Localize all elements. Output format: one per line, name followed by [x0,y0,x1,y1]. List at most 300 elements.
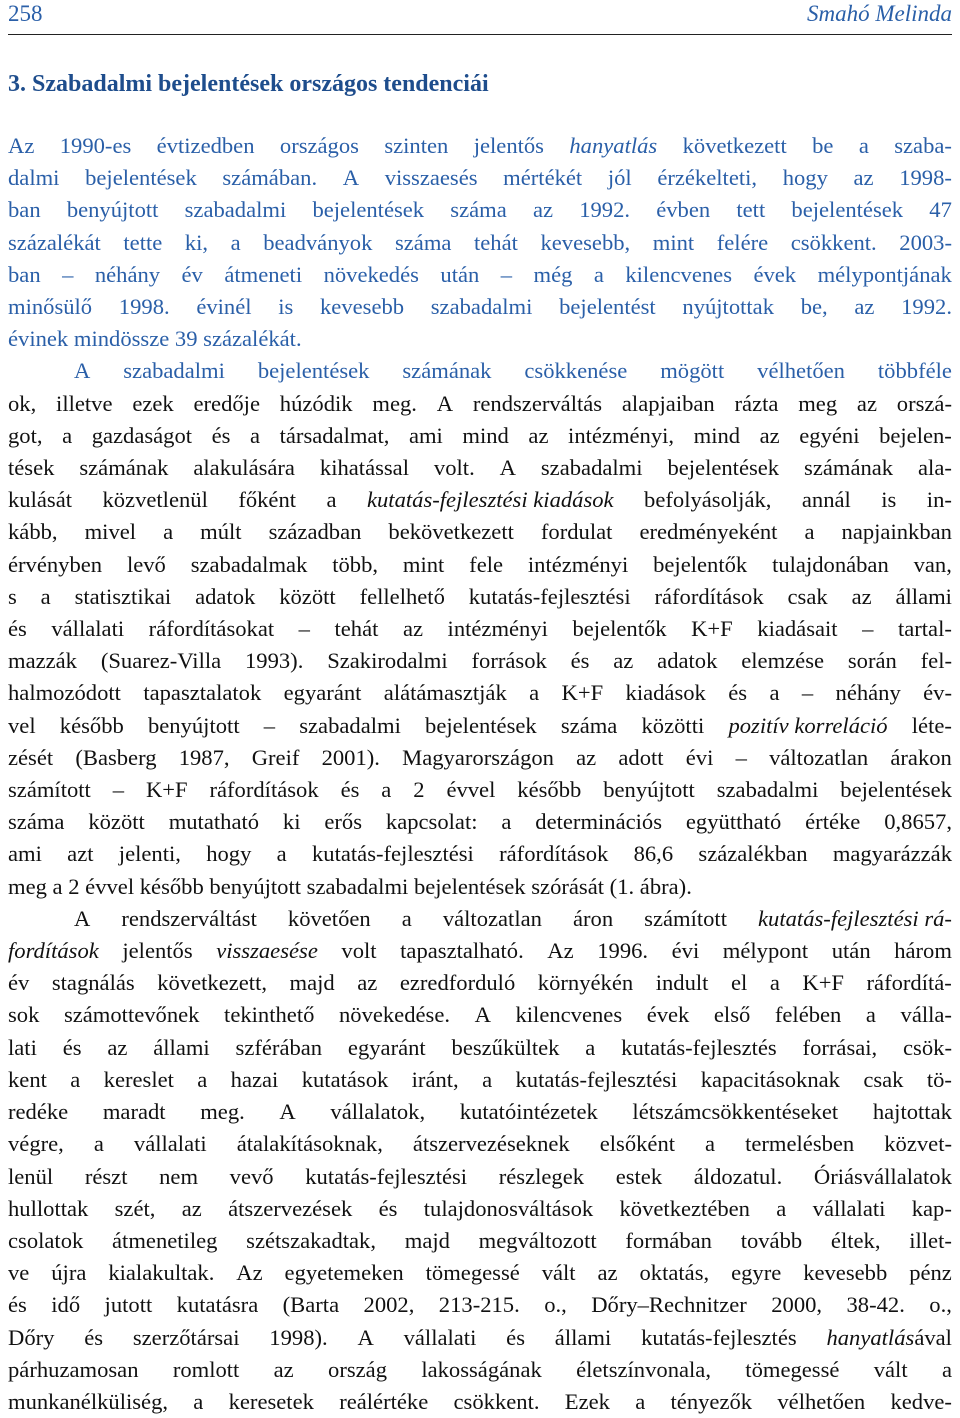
word: orszá- [896,390,952,416]
running-head [8,0,952,28]
word: a [941,1356,952,1382]
word: vállalatok, [330,1099,426,1125]
word: kevesebb, [540,229,631,255]
word: évek [753,261,797,287]
word: 38-42. [846,1292,905,1318]
word: évvel [446,777,496,803]
word: meg [798,390,838,416]
word: vevő [229,1163,274,1189]
word: 2003- [899,229,952,255]
word: volt [341,938,377,964]
word: számított [8,777,91,803]
word: mind [693,422,741,448]
word: hazai [230,1066,279,1092]
word: oktatás, [639,1260,710,1286]
word: és [84,1324,104,1350]
word: be [812,133,834,158]
word: kutatás-fejlesztési rá- [758,905,952,931]
word: megváltozott [478,1227,597,1253]
word: az [853,165,874,191]
word: három [894,938,952,964]
word: 86,6 [633,841,674,867]
word: száma [560,712,618,738]
word: is [881,487,897,513]
word: a [482,1066,493,1092]
word: tömegessé [425,1260,520,1286]
word: tekinthető [224,1002,315,1028]
word: 1987, [178,744,230,770]
word: életszínvonala, [576,1356,711,1382]
word: adatok [195,583,256,609]
word: az [107,1034,128,1060]
text-line [8,355,952,387]
word: termelésben [745,1131,855,1157]
word: a [197,1066,208,1092]
word: több, [332,551,379,577]
text-line [8,1096,952,1128]
word: intézményi, [568,422,675,448]
word: az [597,1260,618,1286]
word: befolyásolják, [644,487,772,513]
word: is [278,294,294,320]
word: húzódik [279,390,353,416]
word: van, [913,551,952,577]
word: tések [8,455,55,481]
word: sok [8,1002,40,1028]
word: K+F [145,777,188,803]
word: még [533,261,573,287]
word: dalmi [8,165,60,191]
word: vállalati [812,1195,886,1221]
word: bejelen- [879,422,952,448]
text-line [8,420,952,452]
word: év- [923,680,952,706]
word: mögött [660,358,725,384]
word: gazdaságot [91,422,193,448]
text-line [8,1161,952,1193]
word: kihatással [319,455,409,481]
word: egyéni [799,422,860,448]
word: – [112,777,125,803]
word: – [62,261,74,287]
word: kutatások [301,1066,389,1092]
word: stagnálás [51,970,135,996]
word: – [735,744,747,770]
word: alapjaiban [621,390,715,416]
word: tömegessé [745,1356,840,1382]
word: évi [671,938,700,964]
running-head-author: Smahó Melinda [806,1,952,26]
word: 2 [413,777,425,803]
word: pozitív korreláció [728,712,888,738]
word: országos [279,133,359,158]
word: állami [153,1034,210,1060]
word: A [342,165,360,191]
word: ráfordításokat [148,616,275,642]
word: száma [450,197,507,223]
word: a [705,1131,716,1157]
word: elemzése [741,648,825,674]
section-title: 3. Szabadalmi bejelentések országos tendenciái [8,71,489,97]
text-line [8,806,952,838]
word: 2001). [321,744,380,770]
word: levő [126,551,166,577]
word: Óriásvállalatok [813,1163,952,1189]
text-line [8,935,952,967]
word: és [340,777,360,803]
text-line [8,162,952,194]
word: csökkent. [790,229,877,255]
word: 1990-es [59,133,132,158]
word: estek [615,1163,663,1189]
word: bejelentések [257,358,370,384]
word: A [74,905,91,931]
word: o., [544,1292,567,1318]
word: 1998- [899,165,952,191]
word: mind [462,422,509,448]
word: eredményeként [639,519,778,545]
word: K+F [691,616,733,642]
word: hajtottak [872,1099,952,1125]
word: során [847,648,897,674]
word: Dőry [8,1324,55,1350]
word: kapcsolat: [385,809,478,835]
header-rule [8,34,952,35]
word: mivel [84,519,137,545]
word: évinél [196,294,252,320]
word: lakosságának [421,1356,542,1382]
word: jelenti, [118,841,181,867]
word: év [181,261,203,287]
word: fordítások [8,938,99,964]
word: fordulat [540,519,613,545]
word: 1998. [118,294,170,320]
word: kutatás-fejlesztés [641,1324,797,1350]
word: alakulására [193,455,295,481]
word: hogy [206,841,252,867]
text-line [8,194,952,226]
word: a [865,1002,876,1028]
word: a [163,519,174,545]
word: A [499,455,516,481]
word: kutatás-fejlesztési kiadások [366,487,614,513]
word: szabadalmi [716,777,819,803]
word: jelentős [122,938,193,964]
word: ki, [184,229,209,255]
word: egyaránt [347,1034,426,1060]
word: az [273,1356,294,1382]
word: a [250,422,261,448]
word: és [62,1034,82,1060]
word: és [570,648,590,674]
word: első [713,1002,751,1028]
word: ami [408,422,443,448]
text-line [8,903,952,935]
word: ezredforduló [399,970,516,996]
word: egyetemeken [284,1260,404,1286]
text-line [8,613,952,645]
word: rendszerváltást [121,905,257,931]
word: változatlan [442,905,542,931]
word: a [62,422,73,448]
word: csak [787,583,828,609]
word: idő [51,1292,81,1318]
word: ezek [132,390,174,416]
word: got, [8,422,43,448]
word: tett [736,197,766,223]
text-line [8,1193,952,1225]
word: 0,8657, [884,809,952,835]
word: szabadalmak [190,551,308,577]
word: Az [547,938,574,964]
word: bejelentések [667,455,780,481]
word: nem [159,1163,199,1189]
word: Szakirodalmi [327,648,448,674]
word: Az [8,133,35,158]
word: romlott [172,1356,240,1382]
word: főként [238,487,297,513]
word: tehát [473,229,518,255]
text-line [8,1128,952,1160]
word: be, [800,294,828,320]
word: áron [572,905,614,931]
word: iránt, [411,1066,459,1092]
word: illetve [56,390,113,416]
word: adott [618,744,664,770]
text-line [8,581,952,613]
word: vel [8,712,36,738]
word: számottevőnek [63,1002,200,1028]
word: benyújtott [66,197,159,223]
word: később [517,777,582,803]
word: a [401,905,412,931]
word: ráfordítások [499,841,609,867]
word: átszervezéseknek [412,1131,570,1157]
word: 1992. [579,197,631,223]
word: bekövetkezett [388,519,514,545]
word: múlt [200,519,242,545]
word: változatlan [769,744,869,770]
word: kutatás-fejlesztés [621,1034,777,1060]
word: bejelentők [572,616,667,642]
word: részt [84,1163,128,1189]
word: A [436,390,454,416]
text-line [8,999,952,1031]
word: csök- [903,1034,952,1060]
text-line [8,742,952,774]
word: környékén [537,970,634,996]
word: szét, [114,1195,156,1221]
word: – [298,616,310,642]
word: bejelentések [425,712,537,738]
word: 2000, [771,1292,823,1318]
word: és [8,1292,27,1318]
word: K+F [802,970,844,996]
word: 2002, [363,1292,415,1318]
word: hullottak [8,1195,89,1221]
word: statisztikai [74,583,172,609]
word: században [268,519,362,545]
word: minősülő [8,294,93,320]
word: maradt [102,1099,166,1125]
word: végre, [8,1131,64,1157]
word: kereslet [103,1066,174,1092]
word: kutatás-fejlesztési [311,841,474,867]
word: érzékelteti, [657,165,758,191]
word: kább, [8,519,58,545]
word: tapasztalható. [400,938,524,964]
word: vállalati [51,616,125,642]
word: (Basberg [75,744,157,770]
word: in- [926,487,952,513]
word: és [378,1195,398,1221]
word: évtizedben [156,133,255,158]
text-line: évinek mindössze 39 százalékát. [8,326,302,352]
word: Greif [251,744,300,770]
word: ráfordítá- [866,970,952,996]
text-line [8,516,952,548]
word: tartal- [897,616,952,642]
word: szinten [384,133,449,158]
word: évek [646,1002,690,1028]
word: szerzőtársai [132,1324,240,1350]
word: ami [8,841,42,867]
word: értéke [805,809,861,835]
word: tapasztalatok [143,680,262,706]
word: és [211,422,231,448]
text-line [8,549,952,581]
word: egyaránt [283,680,362,706]
word: ráfordítások [209,777,319,803]
word: az [528,422,549,448]
text-line [8,1225,952,1257]
word: beszűkültek [451,1034,560,1060]
body-text [8,130,952,1418]
word: azt [67,841,94,867]
word: szétszakadtak, [246,1227,377,1253]
word: kapacitásoknak [700,1066,840,1092]
word: rázta [734,390,779,416]
text-line [8,1322,952,1354]
word: halmozódott [8,680,121,706]
text-line [8,1064,952,1096]
word: ország [328,1356,387,1382]
word: (Suarez-Villa [100,648,222,674]
word: kialakultak. [108,1260,215,1286]
word: annál [801,487,851,513]
text-line [8,774,952,806]
text-line [8,645,952,677]
word: szabadalmi [299,712,401,738]
word: után [440,261,480,287]
word: közötti [641,712,705,738]
word: a [593,261,604,287]
text-line [8,1354,952,1386]
word: erős [324,809,363,835]
word: a [193,1388,204,1414]
word: ki [282,809,301,835]
word: később [59,712,124,738]
word: egyre [731,1260,782,1286]
text-line [8,1032,952,1064]
word: beadványok [263,229,373,255]
word: a [529,680,540,706]
word: reálértéke [339,1388,429,1414]
word: napjainkban [841,519,952,545]
word: a [70,1066,81,1092]
word: követően [287,905,371,931]
word: és [506,1324,525,1350]
word: kutatásra [176,1292,259,1318]
word: ban [8,197,41,223]
word: mutatható [168,809,260,835]
word: kedve- [890,1388,952,1414]
text-line [8,227,952,259]
word: szabadalmi [430,294,533,320]
text-line [8,291,952,323]
word: zését [8,744,54,770]
text-line [8,838,952,870]
word: tulajdonosváltások [423,1195,594,1221]
word: (Barta [282,1292,340,1318]
word: determinációs [535,809,663,835]
text-line [8,677,952,709]
word: ve [8,1260,30,1286]
word: csökkent. [453,1388,540,1414]
word: lenül [8,1163,54,1189]
word: együttható [685,809,782,835]
word: kutatás-fejlesztési [305,1163,468,1189]
word: átmenetileg [112,1227,218,1253]
word: közvet- [884,1131,952,1157]
word: tulajdonában [772,551,889,577]
word: 1998). [269,1324,328,1350]
word: csolatok [8,1227,84,1253]
word: többféle [877,358,952,384]
word: kevesebb [803,1260,888,1286]
word: el [730,970,748,996]
word: kiadásait [757,616,838,642]
word: felében [774,1002,842,1028]
word: magyarázzák [832,841,952,867]
word: az [613,648,634,674]
word: A [74,358,91,384]
word: az [402,616,424,642]
word: rendszerváltás [472,390,603,416]
word: válla- [900,1002,952,1028]
word: következett, [157,970,267,996]
word: a [769,680,780,706]
word: az [854,294,875,320]
word: K+F [561,680,604,706]
word: tovább [740,1227,803,1253]
word: ala- [918,455,952,481]
word: kent [8,1066,47,1092]
word: mértékét [503,165,583,191]
word: munkanélküliség, [8,1388,169,1414]
word: között [279,583,336,609]
word: az [759,422,780,448]
word: o., [929,1292,952,1318]
word: szabadalmi [540,455,643,481]
word: vélhetően [757,358,845,384]
word: mélypontjának [817,261,952,287]
word: visszaesés [384,165,478,191]
word: árakon [890,744,952,770]
word: mint [652,229,695,255]
text-line [8,1289,952,1321]
word: vélhetően [777,1388,866,1414]
